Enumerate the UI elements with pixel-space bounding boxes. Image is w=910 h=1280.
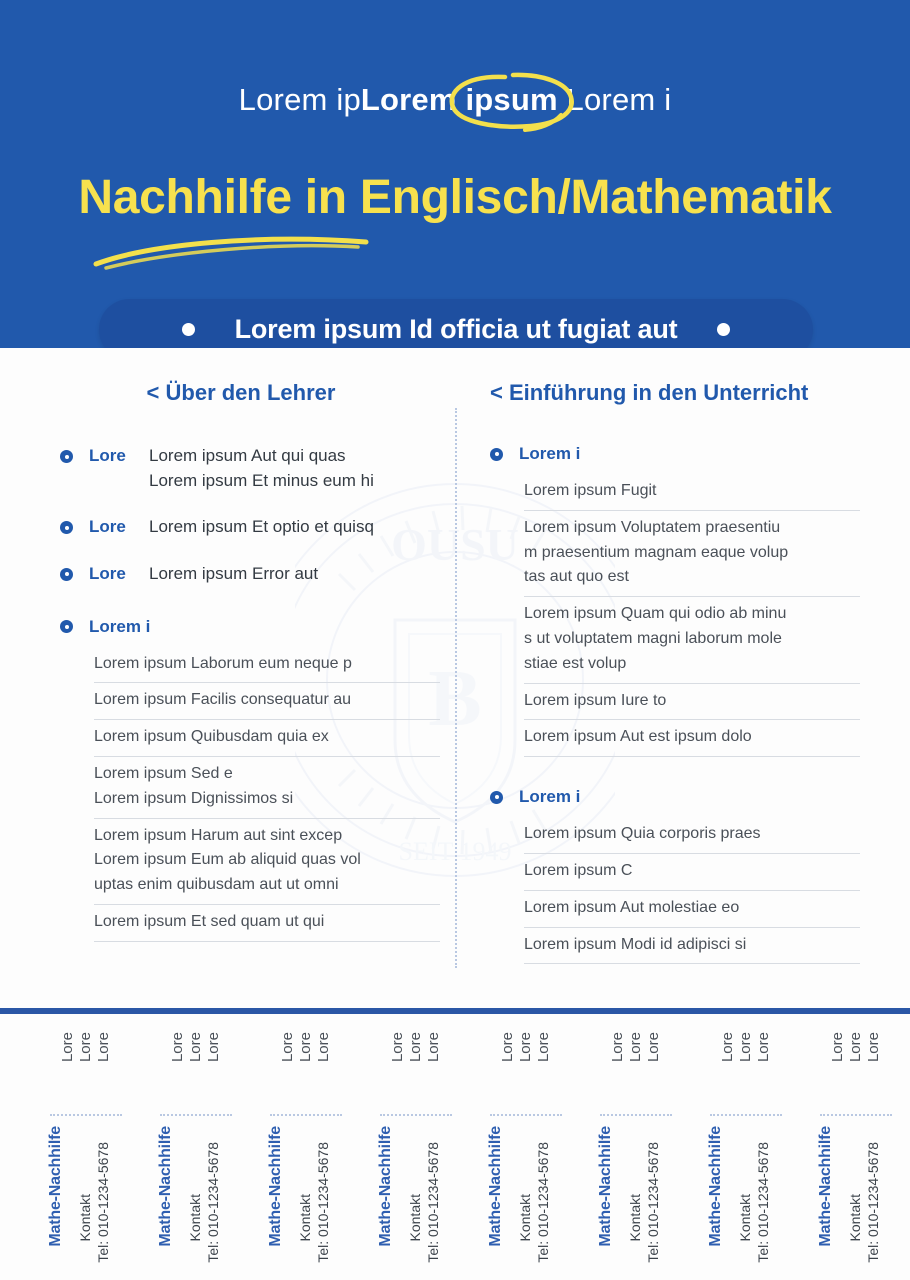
tab-lore-line: Lore: [755, 1032, 772, 1063]
tab-kontakt-label: Kontakt: [517, 1194, 533, 1242]
row-line: Lorem ipsum Sed e: [94, 764, 233, 782]
tab-kontakt-label: Kontakt: [77, 1194, 93, 1242]
row-line: Lorem ipsum Quam qui odio ab minu: [524, 605, 787, 623]
eyebrow-bold: Lorem ipsum: [360, 82, 558, 117]
row-line: Lorem ipsum Modi id adipisci si: [524, 935, 747, 953]
tab-kontakt-label: Kontakt: [297, 1194, 313, 1242]
tab-lore-line: Lore: [737, 1032, 754, 1063]
tab-perforation-divider: [710, 1114, 782, 1116]
content-area: [0, 380, 910, 1000]
tab-kontakt-label: Kontakt: [627, 1194, 643, 1242]
subtitle-pill[interactable]: [99, 299, 813, 348]
tab-lore-line: Lore: [425, 1032, 442, 1063]
page-title: Nachhilfe in Englisch/Mathematik: [78, 171, 832, 224]
row-line: Lorem ipsum Dignissimos si: [94, 789, 294, 807]
right-column-title: < Einführung in den Unterricht: [490, 380, 809, 405]
bullet-dot-icon: [60, 568, 73, 581]
bullet-value: [149, 515, 440, 540]
tab-title: Mathe-Nachhilfe: [47, 1126, 64, 1247]
bullet-value-line: Lorem ipsum Aut qui quas: [149, 446, 346, 465]
tab-phone-number: Tel: 010-1234-5678: [95, 1142, 111, 1263]
tab-phone-number: Tel: 010-1234-5678: [315, 1142, 331, 1263]
right-rows-one: [524, 474, 860, 757]
left-column: [60, 380, 440, 942]
row-line: Lorem ipsum Et sed quam ut qui: [94, 912, 325, 930]
right-section-two-heading: [490, 787, 860, 807]
tab-lore-line: Lore: [645, 1032, 662, 1063]
table-row: [524, 684, 860, 721]
row-line: Lorem ipsum Eum ab aliquid quas vol: [94, 851, 361, 869]
eyebrow-text: [0, 82, 910, 118]
table-row: [94, 819, 440, 905]
bullet-value-line: Lorem ipsum Et minus eum hi: [149, 470, 374, 490]
row-line: Lorem ipsum Laborum eum neque p: [94, 654, 352, 672]
tab-kontakt-label: Kontakt: [187, 1194, 203, 1242]
tab-title: Mathe-Nachhilfe: [267, 1126, 284, 1247]
row-line: Lorem ipsum Fugit: [524, 482, 657, 499]
bullet-value-line: Lorem ipsum Et optio et quisq: [149, 517, 374, 537]
tab-lore-line: Lore: [59, 1032, 76, 1063]
table-row: [524, 720, 860, 757]
tab-lore-line: Lore: [535, 1032, 552, 1063]
bullet-dot-icon: [490, 448, 503, 461]
subtitle-pill-label: Lorem ipsum Id officia ut fugiat aut: [234, 314, 678, 344]
right-section-one-heading: [490, 444, 860, 464]
list-item: [60, 444, 440, 493]
tear-off-tab-strip: [0, 1014, 910, 1280]
tear-off-tab[interactable]: [562, 1014, 672, 1280]
bullet-value: [149, 444, 440, 493]
table-row: [524, 474, 860, 511]
tab-perforation-divider: [490, 1114, 562, 1116]
svg-text:OUSU: OUSU: [391, 519, 519, 570]
tab-lore-line: Lore: [95, 1032, 112, 1063]
tab-lore-line: Lore: [719, 1032, 736, 1063]
tab-title: Mathe-Nachhilfe: [157, 1126, 174, 1247]
svg-text:SEIT 1949: SEIT 1949: [398, 837, 512, 866]
tab-lore-line: Lore: [499, 1032, 516, 1063]
bullet-value-line: Lorem ipsum Error aut: [149, 563, 319, 583]
tab-kontakt-label: Kontakt: [407, 1194, 423, 1242]
right-rows-two: [524, 817, 860, 964]
tab-title: Mathe-Nachhilfe: [377, 1126, 394, 1247]
tear-off-tab[interactable]: [12, 1014, 122, 1280]
row-line: Lorem ipsum Voluptatem praesentiu: [524, 518, 781, 536]
right-section-one-label: Lorem i: [519, 444, 581, 463]
row-line: Lorem ipsum Facilis consequatur au: [94, 691, 352, 709]
tab-perforation-divider: [50, 1114, 122, 1116]
tab-phone-number: Tel: 010-1234-5678: [645, 1142, 661, 1263]
bullet-key: Lore: [89, 446, 126, 465]
tab-perforation-divider: [820, 1114, 892, 1116]
tear-off-tab[interactable]: [232, 1014, 342, 1280]
tab-kontakt-label: Kontakt: [847, 1194, 863, 1242]
bullet-dot-icon: [60, 450, 73, 463]
table-row: [524, 854, 860, 891]
row-line: Lorem ipsum Quibusdam quia ex: [94, 728, 329, 746]
tear-off-tab[interactable]: [672, 1014, 782, 1280]
table-row: [524, 891, 860, 928]
svg-text:B: B: [428, 655, 482, 743]
pill-dot-left-icon: [182, 323, 195, 336]
right-column: [490, 380, 860, 964]
tab-lore-line: Lore: [187, 1032, 204, 1063]
eyebrow-post: Lorem i: [557, 82, 672, 117]
tab-perforation-divider: [380, 1114, 452, 1116]
tear-off-tab[interactable]: [342, 1014, 452, 1280]
table-row: [524, 597, 860, 683]
bullet-dot-icon: [60, 620, 73, 633]
left-column-title: < Über den Lehrer: [146, 380, 336, 405]
tab-lore-line: Lore: [279, 1032, 296, 1063]
tab-kontakt-label: Kontakt: [737, 1194, 753, 1242]
tab-phone-number: Tel: 010-1234-5678: [755, 1142, 771, 1263]
row-line: m praesentium magnam eaque volup: [524, 543, 789, 561]
list-item: [60, 562, 440, 587]
table-row: [94, 720, 440, 757]
row-line: tas aut quo est: [524, 568, 629, 586]
tab-lore-line: Lore: [77, 1032, 94, 1063]
tear-off-tab[interactable]: [122, 1014, 232, 1280]
tab-lore-line: Lore: [847, 1032, 864, 1063]
tab-lore-line: Lore: [297, 1032, 314, 1063]
right-section-two-label: Lorem i: [519, 787, 581, 807]
row-line: Lorem ipsum Iure to: [524, 691, 667, 709]
tab-phone-number: Tel: 010-1234-5678: [535, 1142, 551, 1263]
tab-title: Mathe-Nachhilfe: [817, 1126, 834, 1247]
left-section-heading: [60, 617, 440, 637]
row-line: Lorem ipsum Aut est ipsum dolo: [524, 728, 752, 746]
left-section-label: Lorem i: [89, 616, 151, 636]
list-item: [60, 515, 440, 540]
tab-perforation-divider: [270, 1114, 342, 1116]
row-line: stiae est volup: [524, 654, 627, 672]
pill-dot-right-icon: [717, 323, 730, 336]
table-row: [94, 647, 440, 684]
tab-perforation-divider: [160, 1114, 232, 1116]
tab-lore-line: Lore: [517, 1032, 534, 1063]
tab-title: Mathe-Nachhilfe: [487, 1126, 504, 1247]
row-line: Lorem ipsum Quia corporis praes: [524, 825, 761, 843]
tab-lore-line: Lore: [829, 1032, 846, 1063]
left-rows: [94, 647, 440, 942]
tab-lore-line: Lore: [865, 1032, 882, 1063]
bullet-key: Lore: [89, 517, 126, 537]
bullet-dot-icon: [490, 791, 503, 804]
row-line: uptas enim quibusdam aut ut omni: [94, 876, 339, 894]
bullet-key: Lore: [89, 563, 126, 583]
bullet-value: [149, 562, 440, 587]
tab-lore-line: Lore: [627, 1032, 644, 1063]
tab-perforation-divider: [600, 1114, 672, 1116]
tab-lore-line: Lore: [609, 1032, 626, 1063]
table-row: [94, 757, 440, 819]
tab-lore-line: Lore: [389, 1032, 406, 1063]
table-row: [524, 928, 860, 965]
header-banner: [0, 0, 910, 348]
underline-swoosh-icon: [90, 228, 390, 272]
row-line: Lorem ipsum C: [524, 861, 633, 879]
eyebrow-pre: Lorem ip: [238, 82, 361, 117]
table-row: [524, 511, 860, 597]
column-divider: [455, 408, 457, 968]
tab-lore-line: Lore: [205, 1032, 222, 1063]
tab-lore-line: Lore: [169, 1032, 186, 1063]
tab-lore-line: Lore: [315, 1032, 332, 1063]
tab-phone-number: Tel: 010-1234-5678: [205, 1142, 221, 1263]
table-row: [94, 905, 440, 942]
tear-off-tab[interactable]: [452, 1014, 562, 1280]
tab-lore-line: Lore: [407, 1032, 424, 1063]
table-row: [524, 817, 860, 854]
row-line: s ut voluptatem magni laborum mole: [524, 629, 782, 647]
row-line: Lorem ipsum Aut molestiae eo: [524, 898, 740, 916]
table-row: [94, 683, 440, 720]
tab-phone-number: Tel: 010-1234-5678: [865, 1142, 881, 1263]
tab-title: Mathe-Nachhilfe: [707, 1126, 724, 1247]
tab-title: Mathe-Nachhilfe: [597, 1126, 614, 1247]
row-line: Lorem ipsum Harum aut sint excep: [94, 826, 343, 844]
bullet-dot-icon: [60, 521, 73, 534]
tab-phone-number: Tel: 010-1234-5678: [425, 1142, 441, 1263]
tear-off-tab[interactable]: [782, 1014, 892, 1280]
